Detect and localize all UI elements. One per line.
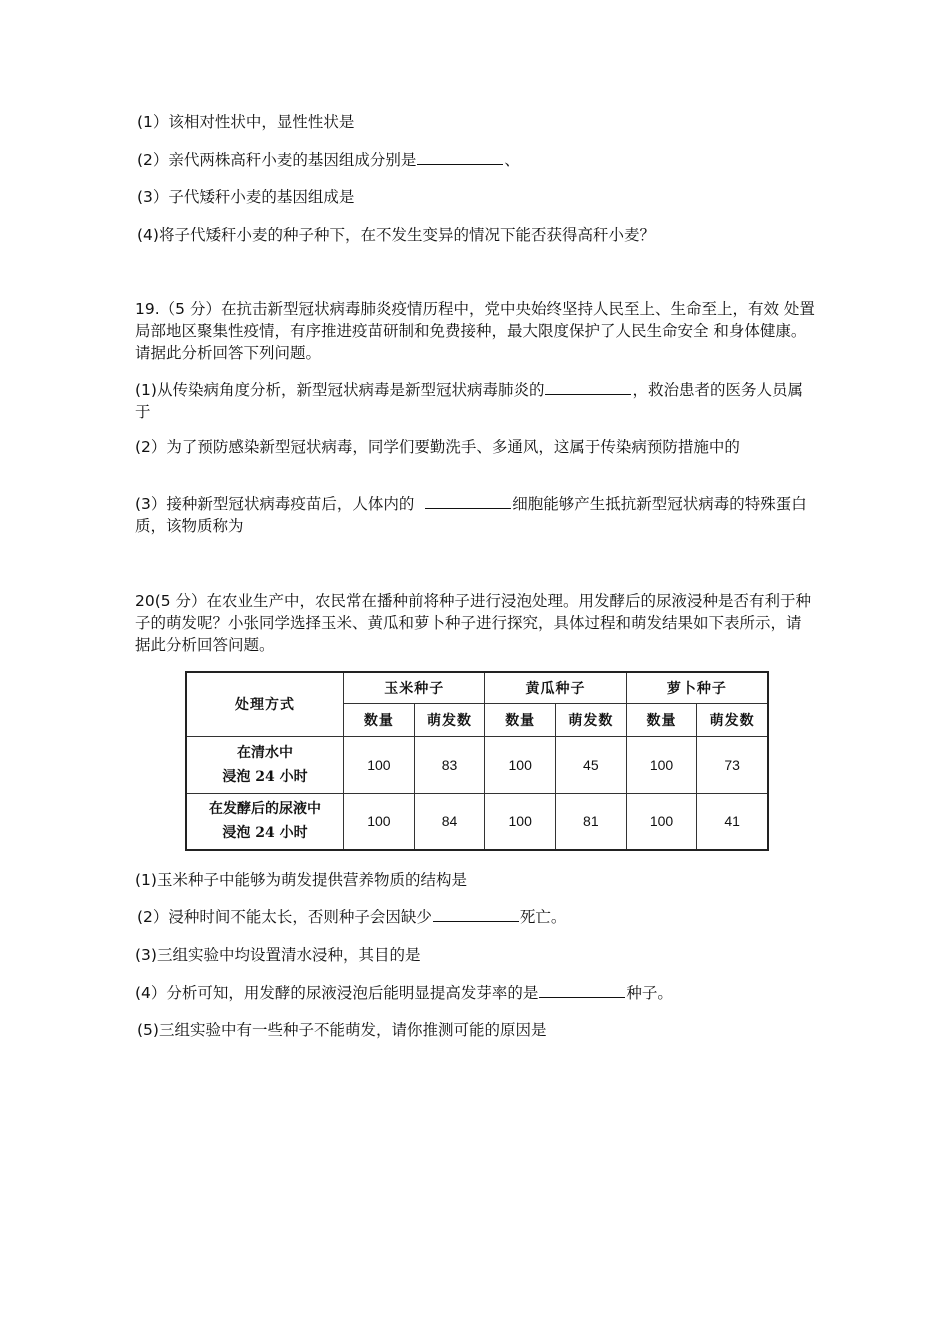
- q18-item-2: (2）亲代两株高秆小麦的基因组成分别是 、: [137, 151, 520, 169]
- table-sub-header: 数量: [344, 703, 415, 736]
- table-cell: 100: [485, 793, 556, 850]
- answer-blank[interactable]: [417, 150, 503, 165]
- q19-intro: 19.（5 分）在抗击新型冠状病毒肺炎疫情历程中，党中央始终坚持人民至上、生命至上，有效 处置局部地区聚集性疫情，有序推进疫苗研制和免费接种，最大限度保护了人民生命安全 和身体健康。请据此分析回答下列问题。: [135, 300, 815, 362]
- table-cell: 84: [414, 793, 485, 850]
- row-label: 在清水中 浸泡 24 小时: [186, 736, 344, 793]
- q19-item-3: (3）接种新型冠状病毒疫苗后，人体内的 细胞能够产生抵抗新型冠状病毒的特殊蛋白质，该物质称为: [135, 495, 807, 535]
- table-group-header: 萝卜种子: [626, 672, 768, 703]
- table-cell: 41: [697, 793, 768, 850]
- table-group-header: 玉米种子: [344, 672, 485, 703]
- q20-item-5: (5)三组实验中有一些种子不能萌发，请你推测可能的原因是: [137, 1021, 547, 1039]
- q19-item-1: (1)从传染病角度分析，新型冠状病毒是新型冠状病毒肺炎的 ，救治患者的医务人员属于: [135, 381, 803, 421]
- table-cell: 73: [697, 736, 768, 793]
- answer-blank[interactable]: [545, 380, 631, 395]
- table-row: [186, 736, 768, 793]
- q18-item-1: (1）该相对性状中，显性性状是: [137, 113, 355, 131]
- q20-item-4: (4）分析可知，用发酵的尿液浸泡后能明显提高发芽率的是 种子。: [135, 984, 673, 1002]
- table-cell: 83: [414, 736, 485, 793]
- answer-blank[interactable]: [539, 983, 625, 998]
- table-row: [186, 793, 768, 850]
- table-cell: 81: [556, 793, 627, 850]
- table-sub-header: 数量: [485, 703, 556, 736]
- table-cell: 100: [626, 736, 697, 793]
- table-sub-header: 数量: [626, 703, 697, 736]
- q19-item-2: (2）为了预防感染新型冠状病毒，同学们要勤洗手、多通风，这属于传染病预防措施中的: [135, 438, 740, 456]
- table-cell: 100: [344, 793, 415, 850]
- q20-item-2: (2）浸种时间不能太长，否则种子会因缺少 死亡。: [137, 908, 567, 926]
- q18-item-3: (3）子代矮秆小麦的基因组成是: [137, 188, 355, 206]
- table-sub-header: 萌发数: [414, 703, 485, 736]
- row-label: 在发酵后的尿液中 浸泡 24 小时: [186, 793, 344, 850]
- q20-intro: 20(5 分）在农业生产中，农民常在播种前将种子进行浸泡处理。用发酵后的尿液浸种是否有利于种子的萌发呢？小张同学选择玉米、黄瓜和萝卜种子进行探究，具体过程和萌发结果如下表所示，请据此分析回答问题。: [135, 592, 812, 654]
- q20-item-1: (1)玉米种子中能够为萌发提供营养物质的结构是: [135, 871, 467, 889]
- table-corner-header: 处理方式: [186, 672, 344, 736]
- table-cell: 100: [626, 793, 697, 850]
- q20-item-3: (3)三组实验中均设置清水浸种，其目的是: [135, 946, 421, 964]
- table-cell: 100: [485, 736, 556, 793]
- table-cell: 100: [344, 736, 415, 793]
- germination-table: [185, 671, 769, 851]
- table-group-header: 黄瓜种子: [485, 672, 626, 703]
- q18-item-4: (4)将子代矮秆小麦的种子种下，在不发生变异的情况下能否获得高秆小麦？: [137, 226, 655, 244]
- answer-blank[interactable]: [433, 907, 519, 922]
- table-sub-header: 萌发数: [556, 703, 627, 736]
- table-sub-header: 萌发数: [697, 703, 768, 736]
- answer-blank[interactable]: [425, 494, 511, 509]
- table-cell: 45: [556, 736, 627, 793]
